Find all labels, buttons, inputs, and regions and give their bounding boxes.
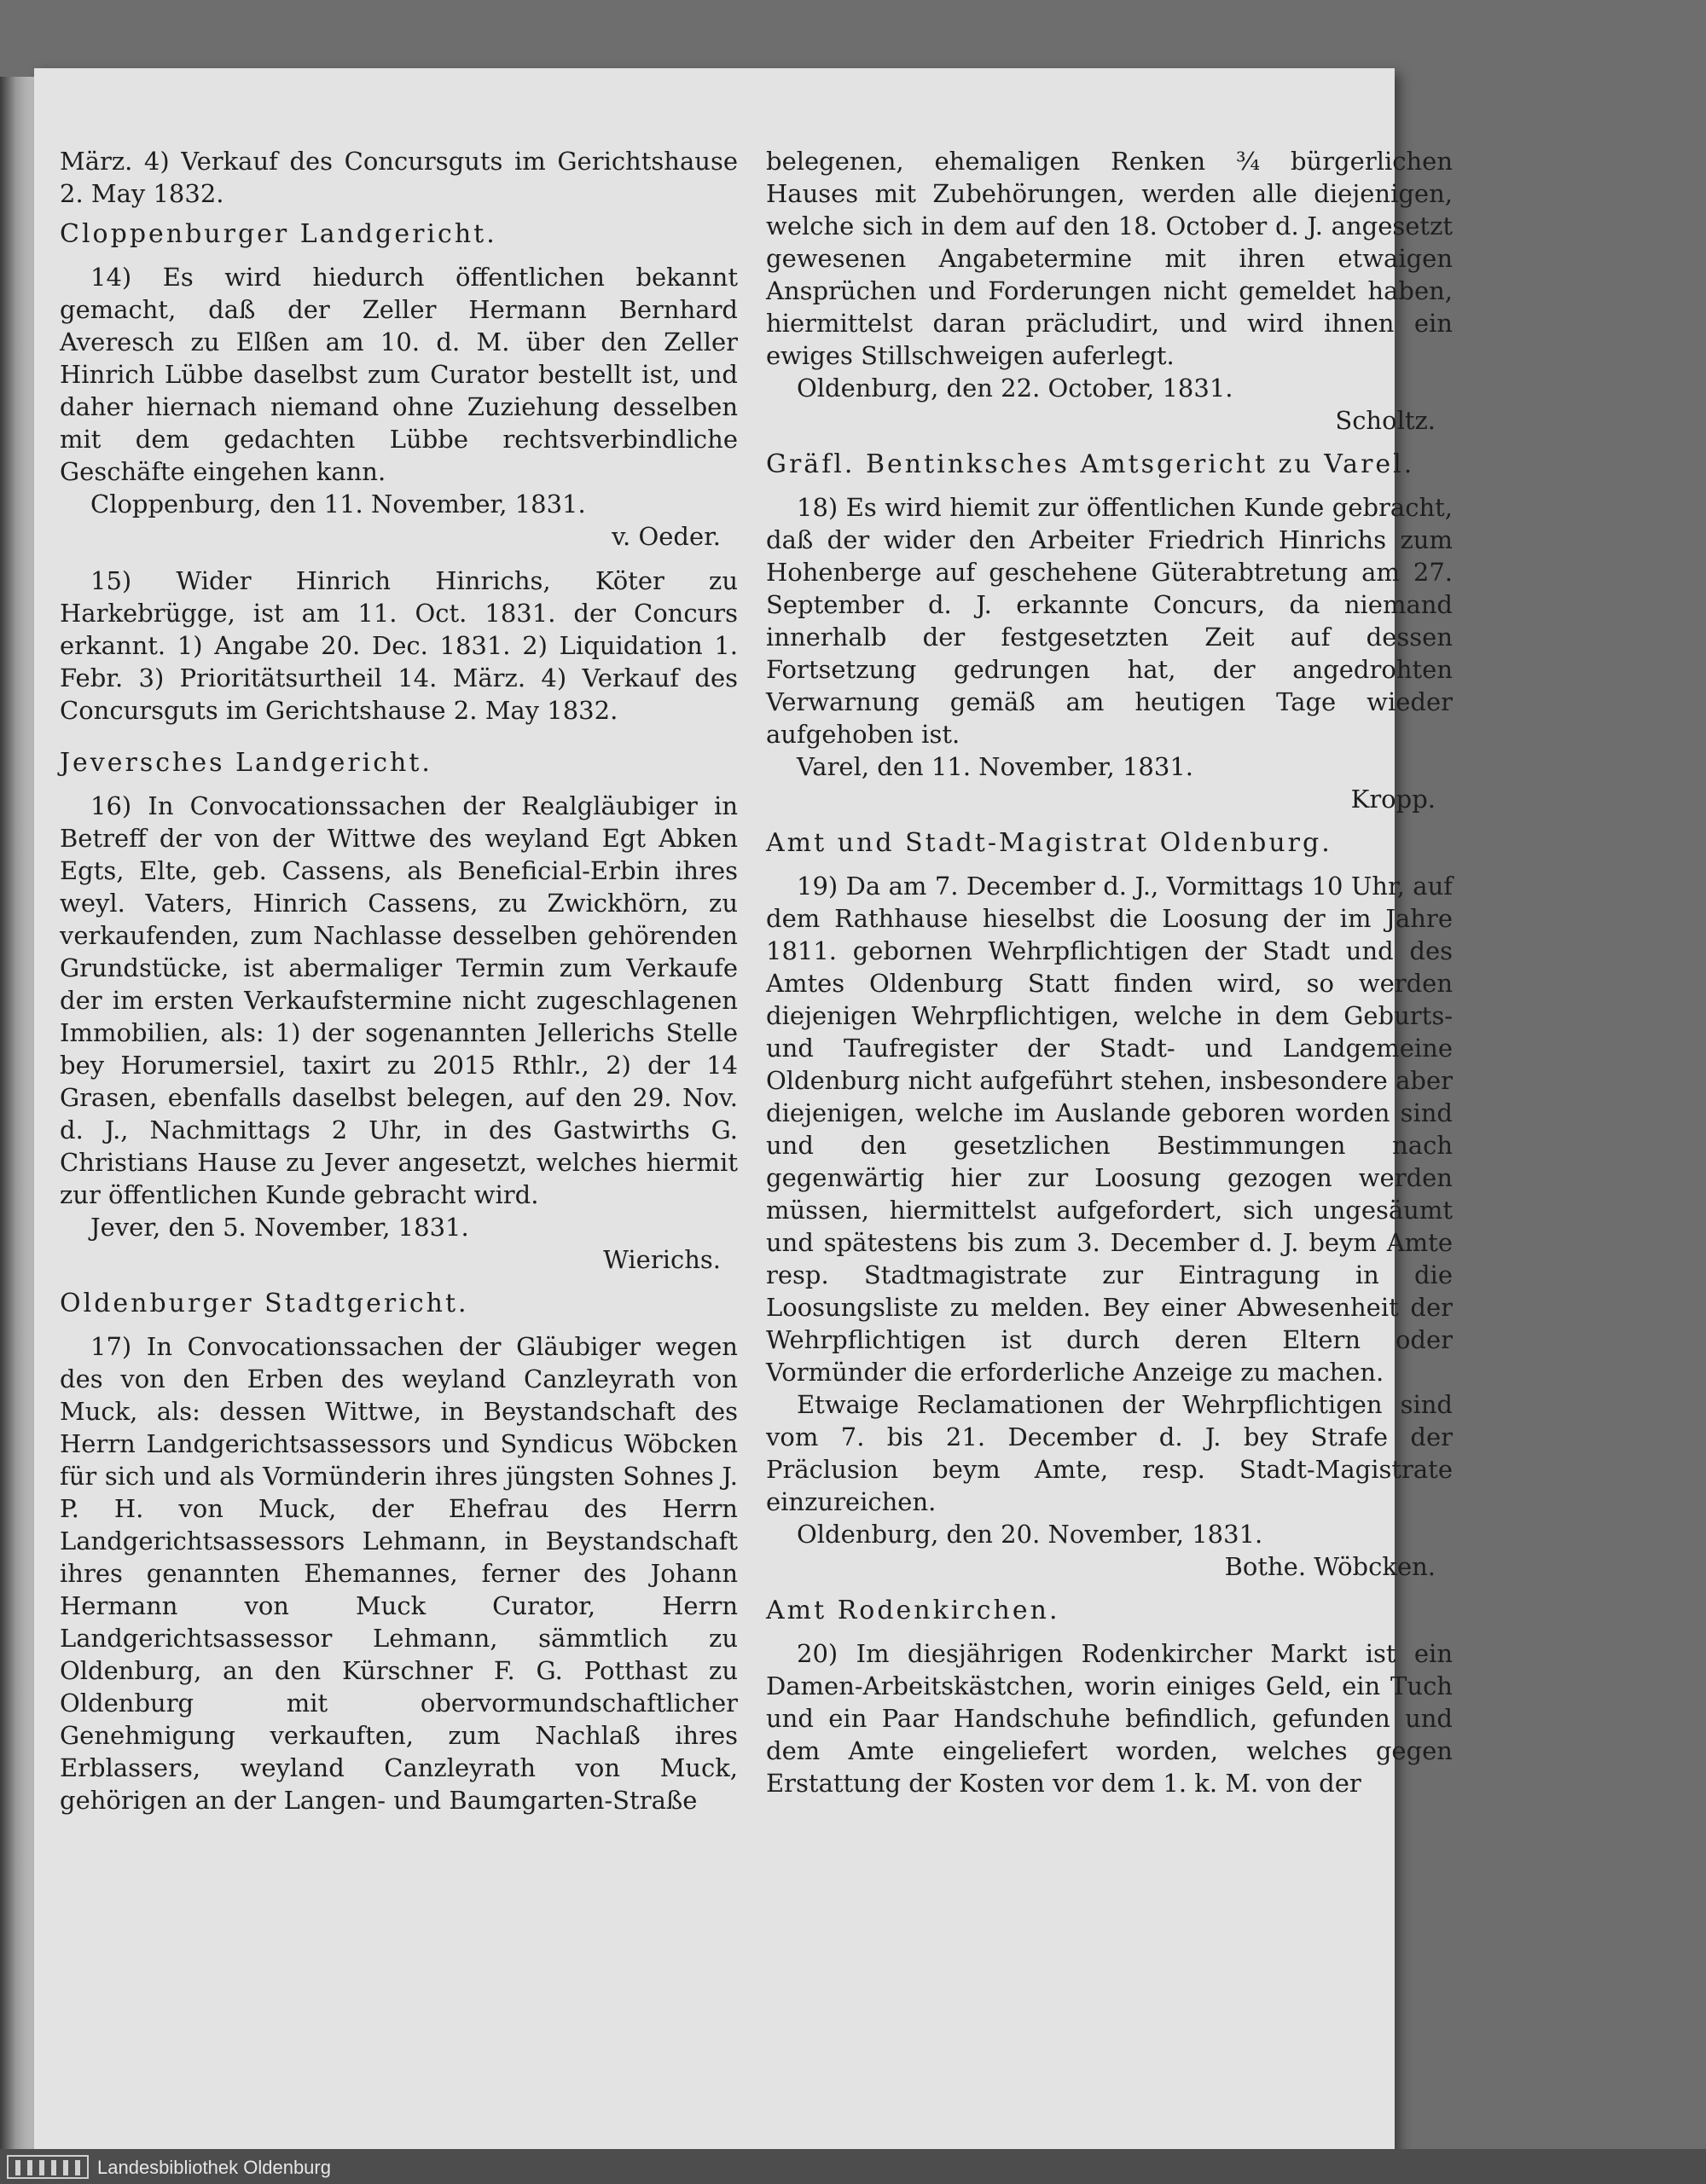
notice-20: 20) Im diesjährigen Rodenkircher Markt ist ein Damen-Arbeitskästchen, worin einiges Geld, ein Tuch und ein Paar Handschuhe befindlich, gefunden und dem Amte eingeliefert worden, welches gegen Erstattung der Kosten vor dem 1. k. M. von der <box>766 1639 1453 1798</box>
section-heading-oldenburg-stadtgericht: Oldenburger Stadtgericht. <box>60 1289 469 1318</box>
notice-15: 15) Wider Hinrich Hinrichs, Köter zu Harkebrügge, ist am 11. Oct. 1831. der Concurs erkannt. 1) Angabe 20. Dec. 1831. 2) Liquidation 1. Febr. 3) Prioritätsurtheil 14. März. 4) Verkauf des Concursguts im Gerichtshause 2. May 1832. <box>60 566 738 725</box>
date-line-14: Cloppenburg, den 11. November, 1831. <box>90 490 586 518</box>
notice-17-continued: belegenen, ehemaligen Renken ¾ bürgerlichen Hauses mit Zubehörungen, werden alle diejenigen, welche sich in dem auf den 18. October d. J. angesetzt gewesenen Angabetermine mit ihren etwaigen Ansprüchen und Forderungen nicht gemeldet haben, hiermittelst daran präcludirt, und wird ihnen ein ewiges Stillschweigen auferlegt. <box>766 147 1453 370</box>
section-heading-rodenkirchen: Amt Rodenkirchen. <box>766 1596 1060 1625</box>
notice-18: 18) Es wird hiemit zur öffentlichen Kunde gebracht, daß der wider den Arbeiter Friedrich Hinrichs zum Hohenberge auf geschehene Güterabtretung am 27. September d. J. erkannte Concurs, da niemand innerhalb der festgesetzten Zeit auf dessen Fortsetzung gedrungen hat, der angedrohten Verwarnung gemäß am heutigen Tage wieder aufgehoben ist. <box>766 493 1453 749</box>
signature-18: Kropp. <box>1350 785 1436 814</box>
notice-19: 19) Da am 7. December d. J., Vormittags 10 Uhr, auf dem Rathhause hieselbst die Loosung der im Jahre 1811. gebornen Wehrpflichtigen der Stadt und des Amtes Oldenburg Statt finden wird, so werden diejenigen Wehrpflichtigen, welche in dem Geburts- und Taufregister der Stadt- und Landgemeine Oldenburg nicht aufgeführt stehen, insbesondere aber diejenigen, welche im Auslande geboren worden sind und den gesetzlichen Bestimmungen nach gegenwärtig hier zur Loosung gezogen werden müssen, hiermittelst aufgefordert, sich ungesäumt und spätestens bis zum 3. December d. J. beym Amte resp. Stadtmagistrate zur Eintragung in die Loosungsliste zu melden. Bey einer Abwesenheit der Wehrpflichtigen ist durch deren Eltern oder Vormünder die erforderliche Anzeige zu machen. <box>766 872 1453 1387</box>
date-line-17: Oldenburg, den 22. October, 1831. <box>797 374 1233 403</box>
section-heading-varel: Gräfl. Bentinksches Amtsgericht zu Varel. <box>766 449 1415 479</box>
continued-paragraph: März. 4) Verkauf des Concursguts im Gerichtshause 2. May 1832. <box>60 147 738 208</box>
signature-14: v. Oeder. <box>612 522 721 551</box>
signature-19: Bothe. Wöbcken. <box>1224 1552 1436 1581</box>
notice-19-reclamations: Etwaige Reclamationen der Wehrpflichtigen sind vom 7. bis 21. December d. J. bey Strafe der Präclusion beym Amte, resp. Stadt-Magistrate einzureichen. <box>766 1390 1453 1516</box>
signature-16: Wierichs. <box>603 1245 721 1274</box>
signature-17: Scholtz. <box>1335 406 1436 435</box>
notice-17: 17) In Convocationssachen der Gläubiger wegen des von den Erben des weyland Canzleyrath von Muck, als: dessen Wittwe, in Beystandschaft des Herrn Landgerichtsassessors und Syndicus Wöbcken für sich und als Vormünderin ihres jüngsten Sohnes J. P. H. von Muck, der Ehefrau des Herrn Landgerichtsassessors Lehmann, in Beystandschaft ihres genannten Ehemannes, ferner des Johann Hermann von Muck Curator, Herrn Landgerichtsassessor Lehmann, sämmtlich zu Oldenburg, an den Kürschner F. G. Potthast zu Oldenburg mit obervormundschaftlicher Genehmigung verkauften, zum Nachlaß ihres Erblassers, weyland Canzleyrath von Muck, gehörigen an der Langen- und Baumgarten-Straße <box>60 1332 738 1815</box>
notice-16: 16) In Convocationssachen der Realgläubiger in Betreff der von der Wittwe des weyland Egt Abken Egts, Elte, geb. Cassens, als Beneficial-Erbin ihres weyl. Vaters, Hinrich Cassens, zu Zwickhörn, zu verkaufenden, zum Nachlasse desselben gehörenden Grundstücke, ist abermaliger Termin zum Verkaufe der im ersten Verkaufstermine nicht zugeschlagenen Immobilien, als: 1) der sogenannten Jellerichs Stelle bey Horumersiel, taxirt zu 2015 Rthlr., 2) der 14 Grasen, ebenfalls daselbst belegen, auf den 29. Nov. d. J., Nachmittags 2 Uhr, in des Gastwirths G. Christians Hause zu Jever angesetzt, welches hiermit zur öffentlichen Kunde gebracht wird. <box>60 791 738 1209</box>
notice-14: 14) Es wird hiedurch öffentlichen bekannt gemacht, daß der Zeller Hermann Bernhard Averesch zu Elßen am 10. d. M. über den Zeller Hinrich Lübbe daselbst zum Curator bestellt ist, und daher hiernach niemand ohne Zuziehung desselben mit dem gedachten Lübbe rechtsverbindliche Geschäfte eingehen kann. <box>60 263 738 486</box>
right-column <box>766 145 1453 1799</box>
section-heading-amt-stadt-oldenburg: Amt und Stadt-Magistrat Oldenburg. <box>766 828 1332 858</box>
left-column <box>60 145 738 1816</box>
date-line-16: Jever, den 5. November, 1831. <box>90 1213 469 1242</box>
section-heading-cloppenburg: Cloppenburger Landgericht. <box>60 219 497 249</box>
section-heading-jever: Jeversches Landgericht. <box>60 748 432 778</box>
date-line-18: Varel, den 11. November, 1831. <box>797 752 1194 781</box>
footer-library-label: Landesbibliothek Oldenburg <box>97 2157 331 2178</box>
library-logo-icon <box>7 2155 89 2179</box>
binding-edge <box>0 77 36 2158</box>
date-line-19: Oldenburg, den 20. November, 1831. <box>797 1520 1263 1549</box>
scanned-page <box>34 68 1453 2162</box>
